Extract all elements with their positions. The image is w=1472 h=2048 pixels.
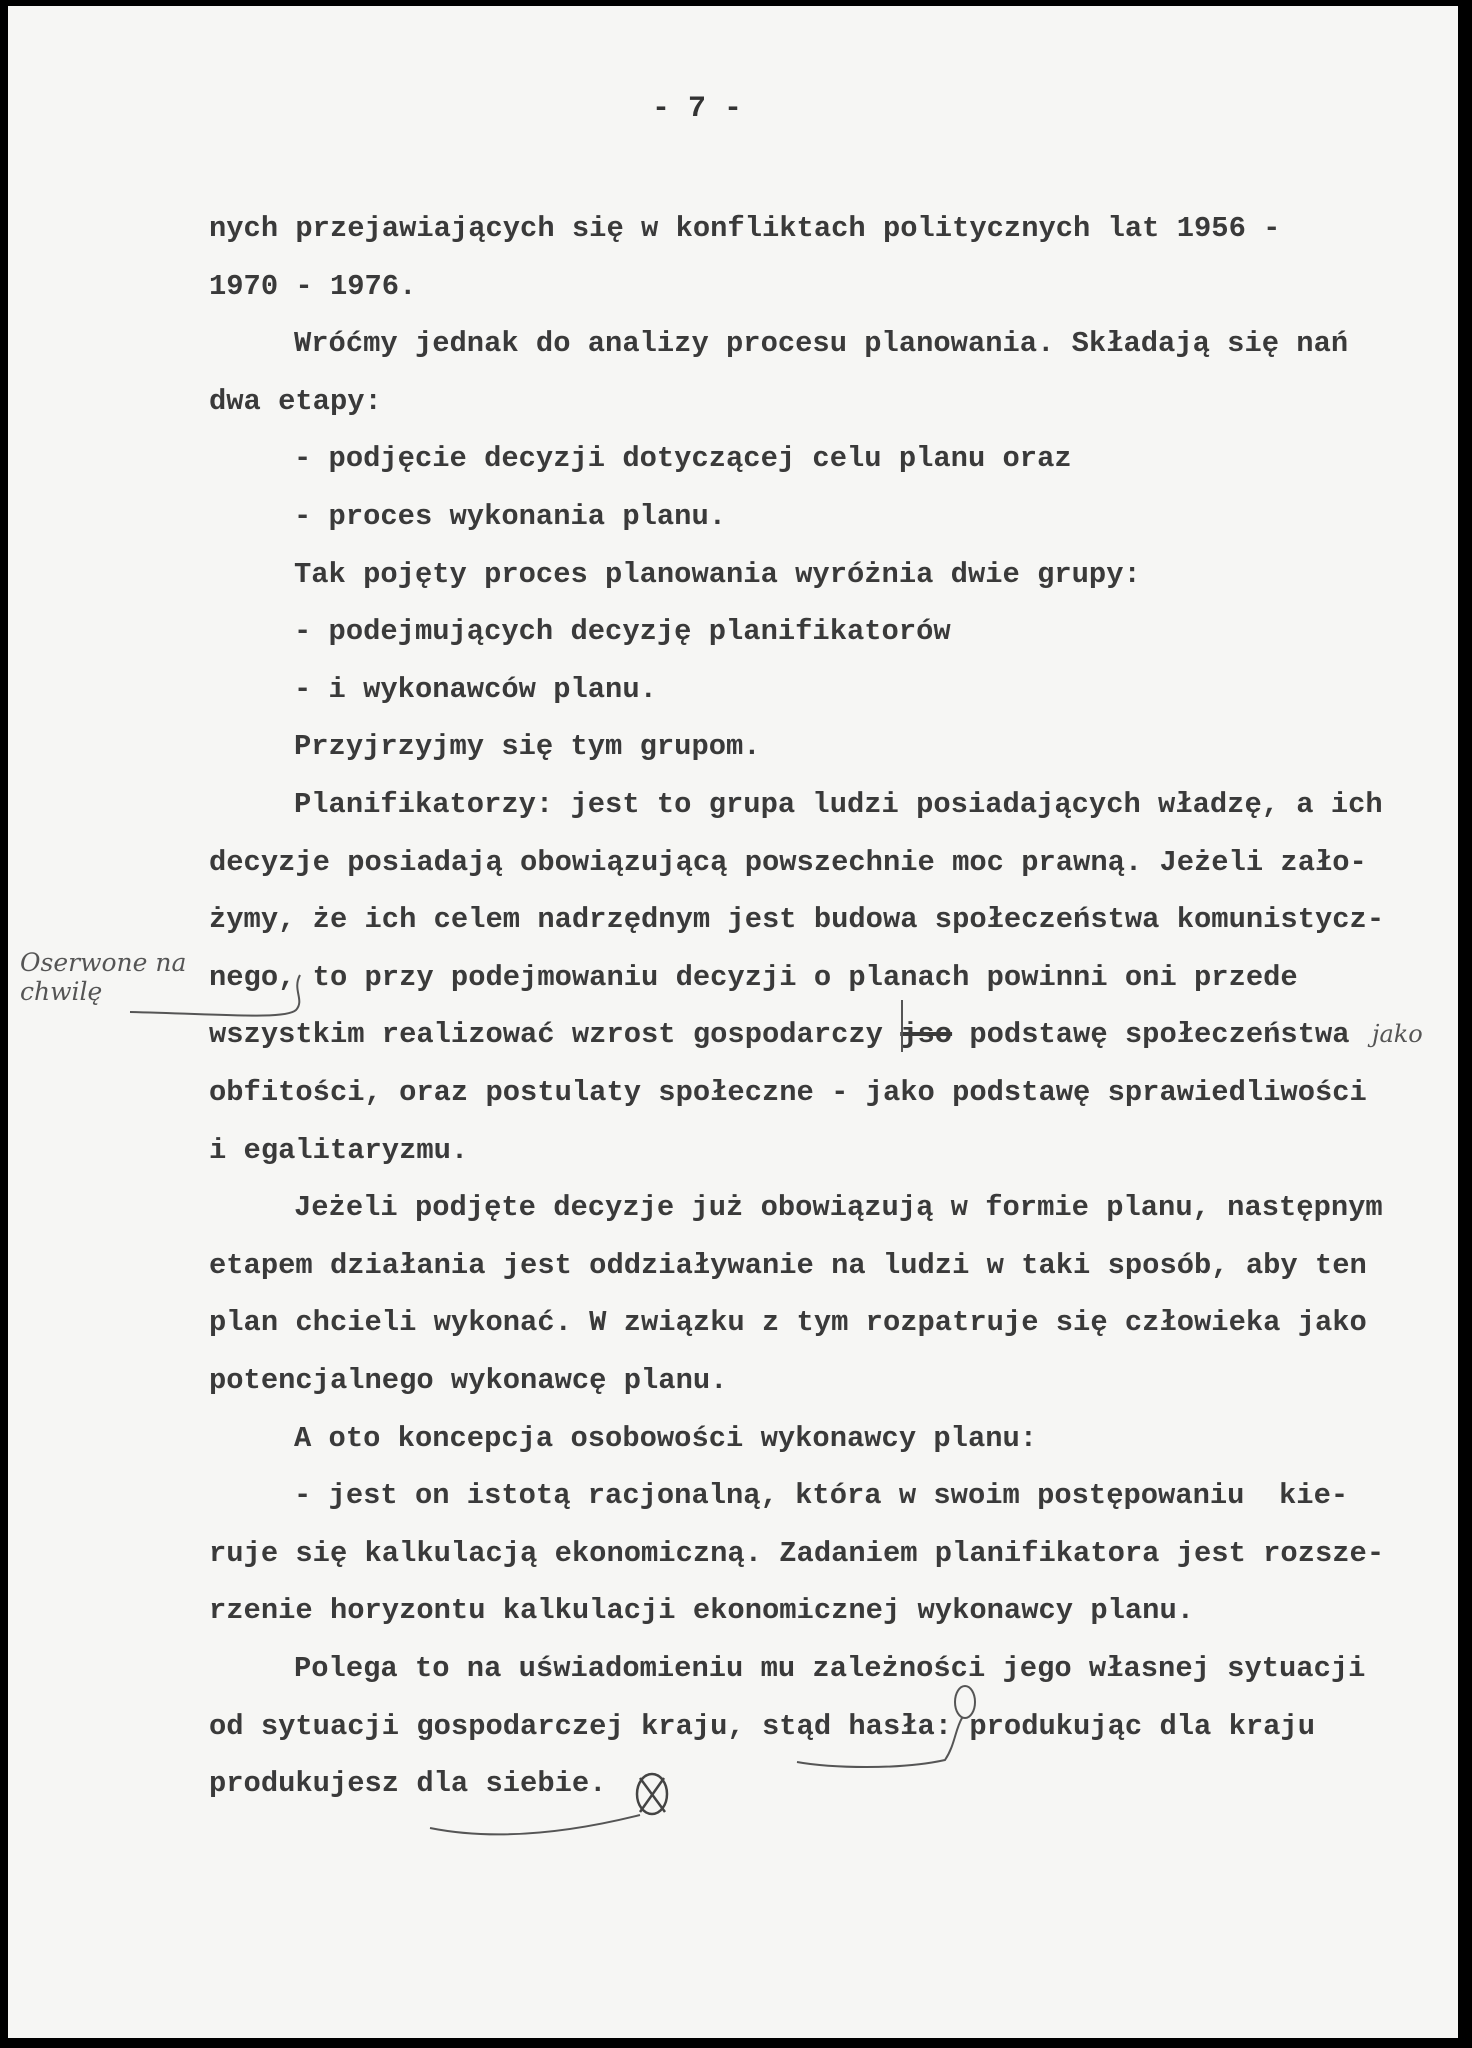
line-text: decyzje posiadają obowiązującą powszechnie moc prawną. Jeżeli zało- <box>209 845 1367 879</box>
text-line <box>209 1767 606 1801</box>
line-text: produkujesz dla siebie. <box>209 1767 607 1801</box>
text-line <box>209 1537 1384 1571</box>
line-text: dwa etapy: <box>209 384 382 418</box>
text-line <box>294 788 1383 822</box>
text-line <box>294 500 726 534</box>
text-line <box>209 1306 1367 1340</box>
line-text: potencjalnego wykonawcę planu. <box>209 1364 728 1397</box>
text-line <box>209 1134 468 1168</box>
text-line <box>294 1479 1348 1513</box>
line-text: nych przejawiających się w konfliktach politycznych lat 1956 - <box>209 212 1281 245</box>
line-text: Tak pojęty proces planowania wyróżnia dwie grupy: <box>294 557 1141 591</box>
text-line <box>294 1422 1037 1456</box>
text-line <box>294 730 761 764</box>
text-line <box>209 1249 1367 1283</box>
text-line <box>294 1652 1365 1686</box>
handwritten-margin-note: Oserwone na chwilę <box>20 948 187 1006</box>
page-number: - 7 - <box>652 92 743 126</box>
line-text: - proces wykonania planu. <box>294 500 727 533</box>
handwritten-insertion: jako <box>1372 1020 1423 1048</box>
line-text: żymy, że ich celem nadrzędnym jest budowa społeczeństwa komunistycz- <box>209 903 1385 937</box>
text-line <box>209 903 1384 937</box>
text-line <box>209 212 1280 246</box>
line-text: ruje się kalkulacją ekonomiczną. Zadaniem planifikatora jest rozsze- <box>209 1536 1385 1570</box>
line-text: i egalitaryzmu. <box>209 1133 469 1167</box>
line-text: - jest on istotą racjonalną, która w swoim postępowaniu kie- <box>294 1479 1349 1513</box>
line-text: etapem działania jest oddziaływanie na ludzi w taki sposób, aby ten <box>209 1248 1367 1282</box>
line-text: plan chcieli wykonać. W związku z tym rozpatruje się człowieka jako <box>209 1306 1367 1340</box>
text-line <box>209 1710 1315 1744</box>
line-text: - i wykonawców planu. <box>294 672 657 706</box>
text-line <box>294 442 1072 476</box>
text-line <box>294 1191 1383 1225</box>
line-text: A oto koncepcja osobowości wykonawcy planu: <box>294 1421 1038 1455</box>
text-line <box>209 1018 1350 1052</box>
line-text: 1970 - 1976. <box>209 269 417 303</box>
text-line <box>209 385 382 419</box>
line-text: Jeżeli podjęte decyzje już obowiązują w formie planu, następnym <box>294 1191 1383 1225</box>
text-line <box>294 558 1141 592</box>
line-text: Przyjrzyjmy się tym grupom. <box>294 730 761 764</box>
struck-text: jso <box>900 1018 953 1052</box>
line-text: Planifikatorzy: jest to grupa ludzi posiadających władzę, a ich <box>294 788 1383 821</box>
line-text: nego, to przy podejmowaniu decyzji o planach powinni oni przede <box>209 960 1298 994</box>
line-text-after: podstawę społeczeństwa <box>952 1018 1350 1052</box>
text-line <box>209 1076 1367 1110</box>
text-line <box>209 270 416 304</box>
line-text: - podejmujących decyzję planifikatorów <box>294 615 951 649</box>
text-line <box>209 1594 1194 1628</box>
line-text: od sytuacji gospodarczej kraju, stąd hasła: produkując dla kraju <box>209 1709 1315 1743</box>
line-text: Polega to na uświadomieniu mu zależności jego własnej sytuacji <box>294 1652 1366 1685</box>
text-line <box>294 327 1348 361</box>
text-line <box>209 846 1367 880</box>
line-text: wszystkim realizować wzrost gospodarczy <box>209 1018 901 1052</box>
line-text: rzenie horyzontu kalkulacji ekonomicznej wykonawcy planu. <box>209 1594 1195 1628</box>
line-text: Wróćmy jednak do analizy procesu planowania. Składają się nań <box>294 327 1349 361</box>
text-line <box>294 615 951 649</box>
text-line <box>209 961 1298 995</box>
text-line <box>294 673 657 707</box>
line-text: obfitości, oraz postulaty społeczne - jako podstawę sprawiedliwości <box>209 1076 1367 1109</box>
text-line <box>209 1364 727 1398</box>
line-text: - podjęcie decyzji dotyczącej celu planu oraz <box>294 442 1072 476</box>
